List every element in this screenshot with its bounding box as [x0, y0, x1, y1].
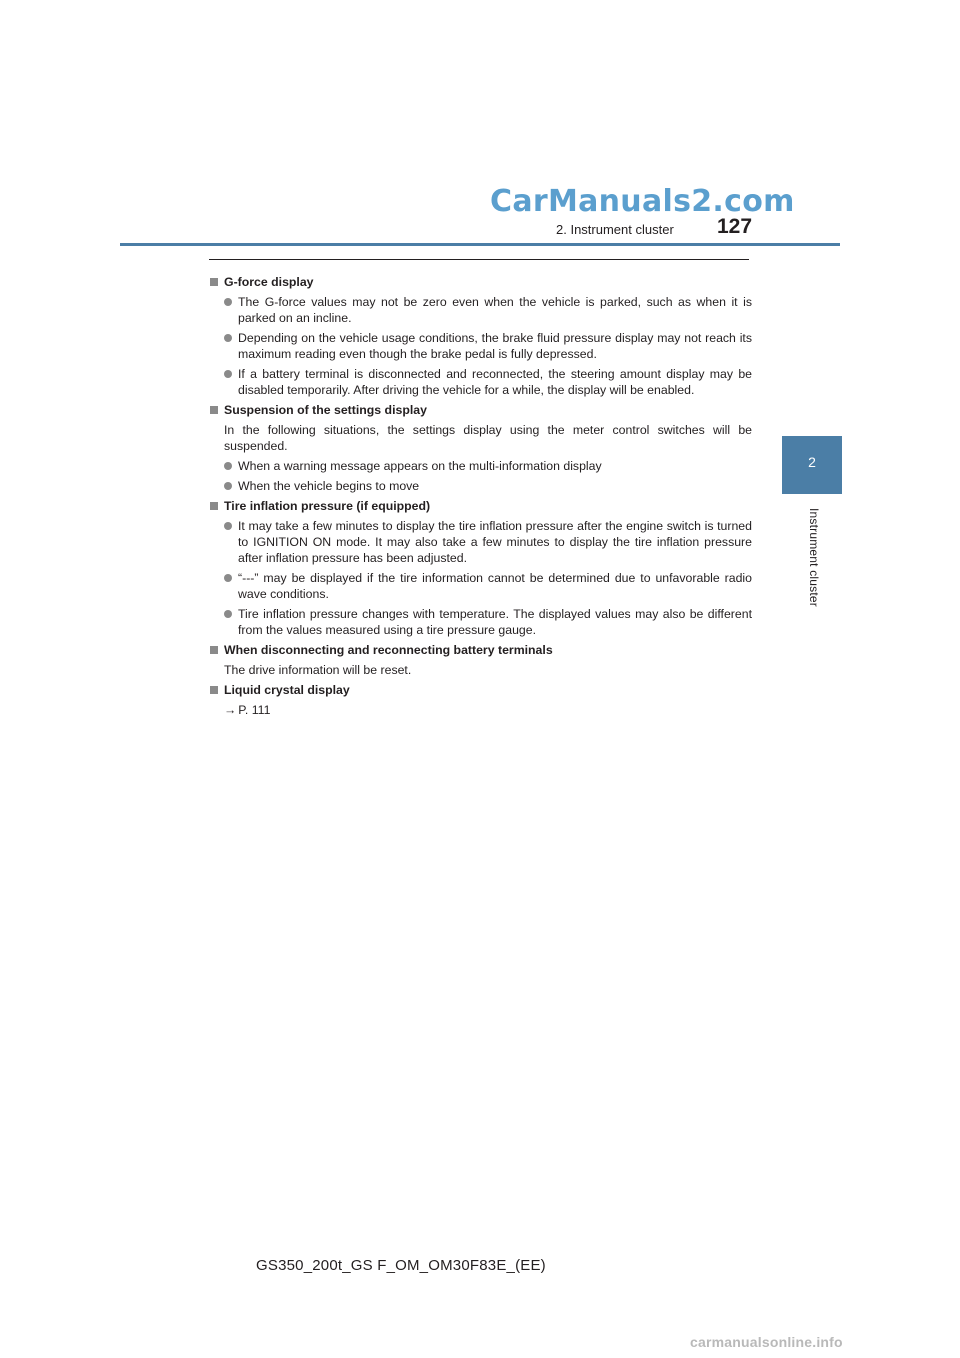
circle-bullet-icon	[224, 522, 232, 530]
section-heading-settings-suspension: Suspension of the settings display	[210, 402, 752, 418]
section-heading-battery-terminals: When disconnecting and reconnecting battery terminals	[210, 642, 752, 658]
list-item: “---” may be displayed if the tire information cannot be determined due to unfavorable radio wave conditions.	[210, 570, 752, 602]
chapter-title: 2. Instrument cluster	[556, 222, 674, 237]
square-bullet-icon	[210, 686, 218, 694]
list-item: Tire inflation pressure changes with temperature. The displayed values may also be different from the values measured using a tire pressure gauge.	[210, 606, 752, 638]
list-item: When the vehicle begins to move	[210, 478, 752, 494]
square-bullet-icon	[210, 646, 218, 654]
square-bullet-icon	[210, 278, 218, 286]
page-reference-text: P. 111	[238, 703, 271, 717]
list-item: The G-force values may not be zero even when the vehicle is parked, such as when it is parked on an incline.	[210, 294, 752, 326]
chapter-tab	[782, 436, 842, 494]
carmanualsonline-watermark: carmanualsonline.info	[690, 1334, 843, 1350]
circle-bullet-icon	[224, 610, 232, 618]
circle-bullet-icon	[224, 462, 232, 470]
page-number: 127	[717, 215, 753, 238]
circle-bullet-icon	[224, 370, 232, 378]
carmanuals-watermark-logo: CarManuals2.com	[490, 184, 795, 219]
section-intro: In the following situations, the settings display using the meter control switches will be suspended.	[224, 423, 752, 453]
header-divider	[120, 243, 840, 246]
list-item: If a battery terminal is disconnected and reconnected, the steering amount display may be disabled temporarily. After driving the vehicle for a while, the display will be enabled.	[210, 366, 752, 398]
circle-bullet-icon	[224, 298, 232, 306]
section-heading-g-force: G-force display	[210, 274, 752, 290]
chapter-tab-number: 2	[808, 454, 816, 470]
arrow-right-icon: →	[224, 703, 237, 717]
square-bullet-icon	[210, 406, 218, 414]
circle-bullet-icon	[224, 574, 232, 582]
circle-bullet-icon	[224, 482, 232, 490]
list-item: When a warning message appears on the multi-information display	[210, 458, 752, 474]
square-bullet-icon	[210, 502, 218, 510]
section-text: The drive information will be reset.	[224, 663, 412, 677]
page-reference-link[interactable]	[210, 702, 752, 718]
circle-bullet-icon	[224, 334, 232, 342]
page-content	[210, 270, 752, 718]
content-top-divider	[209, 259, 749, 260]
list-item: It may take a few minutes to display the tire inflation pressure after the engine switch is turned to IGNITION ON mode. It may also take a few minutes to display the tire inflation pressure after inflation pressure has been adjusted.	[210, 518, 752, 566]
section-heading-tire-pressure: Tire inflation pressure (if equipped)	[210, 498, 752, 514]
section-heading-lcd: Liquid crystal display	[210, 682, 752, 698]
list-item: Depending on the vehicle usage conditions, the brake fluid pressure display may not reach its maximum reading even though the brake pedal is fully depressed.	[210, 330, 752, 362]
document-code: GS350_200t_GS F_OM_OM30F83E_(EE)	[256, 1257, 546, 1274]
chapter-tab-label: Instrument cluster	[807, 508, 821, 607]
